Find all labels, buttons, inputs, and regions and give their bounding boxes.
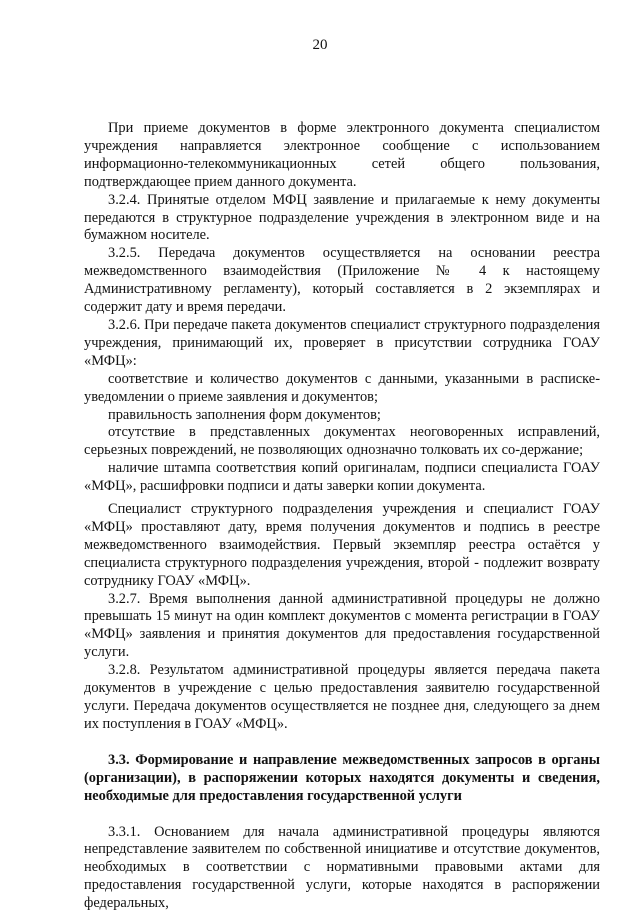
page-number: 20 xyxy=(312,37,328,53)
paragraph: отсутствие в представленных документах неоговоренных исправлений, серьезных повреждений, не позволяющих однозначно толковать их со-держание; xyxy=(84,424,600,459)
paragraph: 3.2.6. При передаче пакета документов специалист структурного подразделения учреждения, принимающий их, проверяет в присутствии сотрудника ГОАУ «МФЦ»: xyxy=(84,316,600,369)
paragraph: Специалист структурного подразделения учреждения и специалист ГОАУ «МФЦ» проставляют дату, время получения документов и подпись в реестре межведомственного взаимодействия. Первый экземпляр реестра остаётся у специалиста структурного подразделения учреждения, второй - подлежит возврату сотруднику ГОАУ «МФЦ». xyxy=(84,501,600,589)
paragraph: 3.2.7. Время выполнения данной административной процедуры не должно превышать 15 минут на один комплект документов с момента регистрации в ГОАУ «МФЦ» заявления и принятия документов для предоставления государственной услуги. xyxy=(84,590,600,661)
section-heading: 3.3. Формирование и направление межведомственных запросов в органы (организации), в распоряжении которых находятся документы и сведения, необходимые для предоставления государственной услуги xyxy=(84,751,600,804)
paragraph: наличие штампа соответствия копий оригиналам, подписи специалиста ГОАУ «МФЦ», расшифровки подписи и даты заверки копии документа. xyxy=(84,460,600,495)
paragraph: При приеме документов в форме электронного документа специалистом учреждения направляется электронное сообщение с использованием информационно-телекоммуникационных сетей общего пользования, подтверждающее прием данного документа. xyxy=(84,120,600,190)
document-body xyxy=(84,120,600,913)
paragraph: соответствие и количество документов с данными, указанными в расписке-уведомлении о приеме заявления и документов; xyxy=(84,370,600,405)
paragraph: 3.2.5. Передача документов осуществляется на основании реестра межведомственного взаимодействия (Приложение № 4 к настоящему Административному регламенту), который составляется в 2 экземплярах и содержит дату и время передачи. xyxy=(84,245,600,316)
paragraph: 3.2.8. Результатом административной процедуры является передача пакета документов в учреждение с целью предоставления заявителю государственной услуги. Передача документов осуществляется не позднее дня, следующего за днем их поступления в ГОАУ «МФЦ». xyxy=(84,662,600,732)
paragraph: 3.3.1. Основанием для начала административной процедуры являются непредставление заявителем по собственной инициативе и отсутствие документов, необходимых в соответствии с нормативными правовыми актами для предоставления государственной услуги, которые находятся в распоряжении федеральных, xyxy=(84,823,600,912)
paragraph: 3.2.4. Принятые отделом МФЦ заявление и прилагаемые к нему документы передаются в структурное подразделение учреждения в электронном виде и на бумажном носителе. xyxy=(84,191,600,244)
paragraph: правильность заполнения форм документов; xyxy=(108,406,381,423)
